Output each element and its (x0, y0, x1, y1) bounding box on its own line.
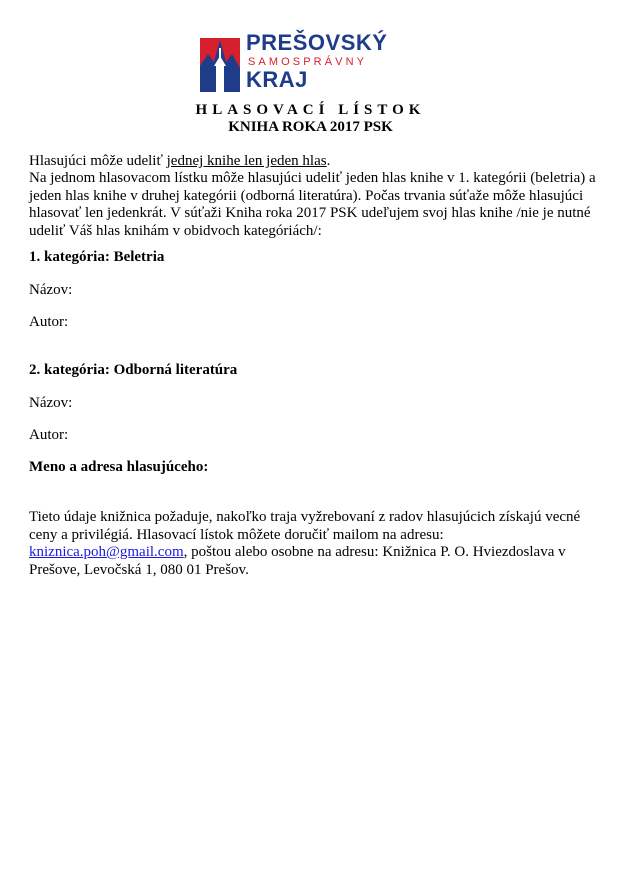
category1-author-label: Autor: (29, 314, 69, 330)
category2-name-label: Názov: (29, 395, 73, 411)
footer-text-after: , poštou alebo osobne na adresu: Knižnica P. O. Hviezdoslava v Prešove, Levočská 1, 080 01 Prešov. (29, 544, 566, 578)
ballot-subtitle: KNIHA ROKA 2017 PSK (228, 119, 393, 135)
footer-paragraph (29, 509, 599, 579)
category1-heading: 1. kategória: Beletria (29, 249, 165, 265)
logo-line-samospravny: SAMOSPRÁVNY (248, 56, 368, 68)
voter-heading: Meno a adresa hlasujúceho: (29, 459, 209, 475)
email-link[interactable]: kniznica.poh@gmail.com (29, 544, 184, 560)
category2-author-label: Autor: (29, 427, 69, 443)
logo-emblem-icon (200, 32, 240, 92)
logo-line-presovsky: PREŠOVSKÝ (246, 30, 388, 55)
intro-end: . (326, 153, 331, 169)
footer-text-before: Tieto údaje knižnica požaduje, nakoľko traja vyžrebovaní z radov hlasujúcich získajú vecné ceny a privilégiá. Hlasovací lístok môžete doručiť mailom na adresu: (29, 509, 581, 543)
intro-rule (29, 153, 599, 171)
intro-lead: Hlasujúci môže udeliť (29, 153, 167, 169)
category2-heading: 2. kategória: Odborná literatúra (29, 362, 238, 378)
presovsky-kraj-logo (200, 30, 425, 92)
ballot-title: HLASOVACÍ LÍSTOK (195, 102, 426, 118)
category1-name-label: Názov: (29, 282, 73, 298)
logo-line-kraj: KRAJ (246, 67, 308, 92)
intro-underlined: jednej knihe len jeden hlas (166, 153, 327, 169)
intro-paragraph: Na jednom hlasovacom lístku môže hlasujúci udeliť jeden hlas knihe v 1. kategórii (beletria) a jeden hlas knihe v druhej kategórii (odborná literatúra). Počas trvania súťaže môže hlasujúci hlasovať len jedenkrát. V súťaži Kniha roka 2017 PSK udeľujem svoj hlas knihe /nie je nutné udeliť Váš hlas knihám v obidvoch kategóriách/: (29, 170, 596, 239)
